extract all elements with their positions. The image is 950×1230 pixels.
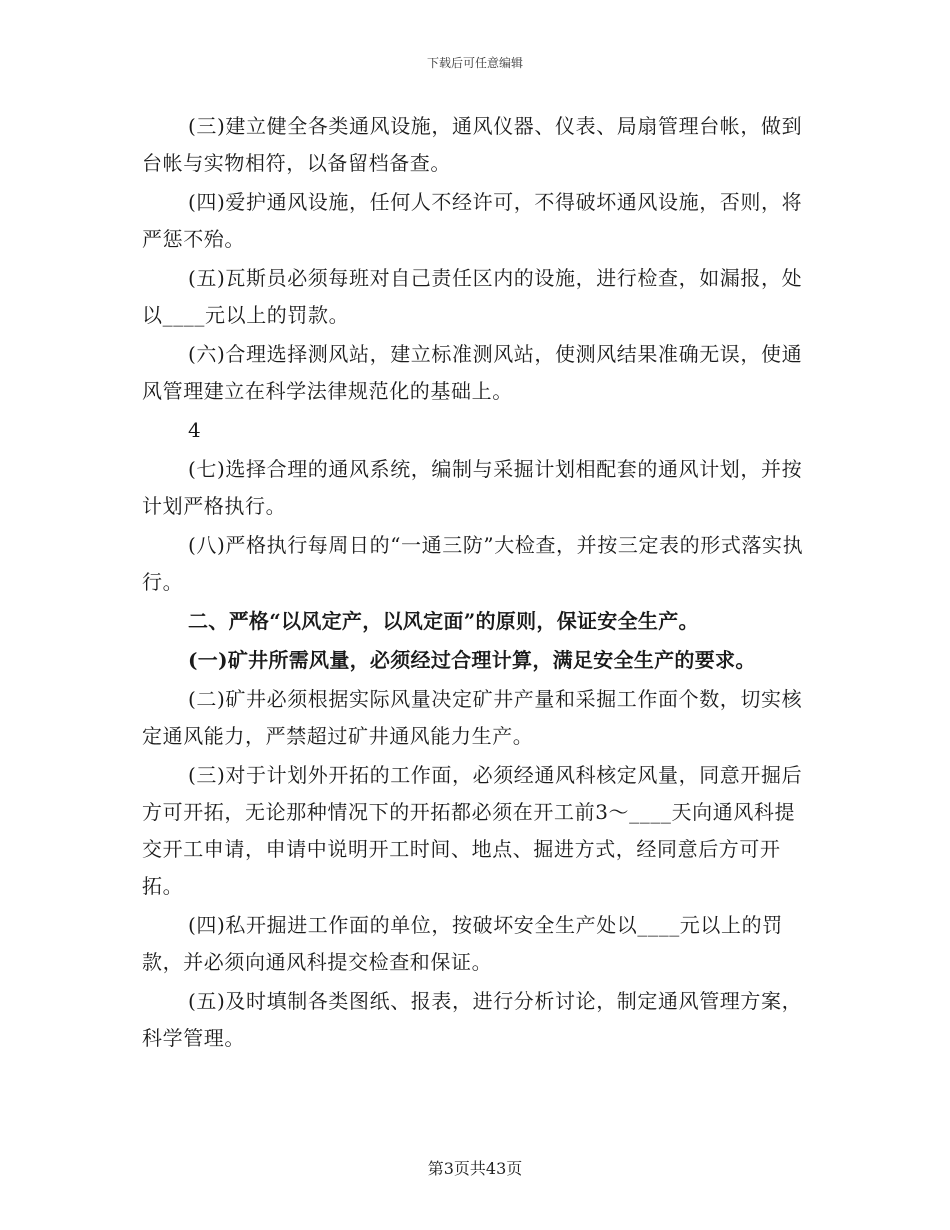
section-heading: 二、严格“以风定产，以风定面”的原则，保证安全生产。 xyxy=(188,609,699,633)
page-number-marker: 4 xyxy=(188,418,202,442)
paragraph: (八)严格执行每周日的“一通三防”大检查，并按三定表的形式落实执行。 xyxy=(142,533,804,594)
bold-paragraph: (一)矿井所需风量，必须经过合理计算，满足安全生产的要求。 xyxy=(188,648,756,672)
paragraph: (二)矿井必须根据实际风量决定矿井产量和采掘工作面个数，切实核定通风能力，严禁超过矿井通风能力生产。 xyxy=(142,687,803,748)
paragraph: (五)及时填制各类图纸、报表，进行分析讨论，制定通风管理方案，科学管理。 xyxy=(142,989,803,1050)
paragraph: (四)爱护通风设施，任何人不经许可，不得破坏通风设施，否则，将严惩不殆。 xyxy=(142,190,803,251)
paragraph: (五)瓦斯员必须每班对自己责任区内的设施，进行检查，如漏报，处以____元以上的罚款。 xyxy=(142,266,803,327)
paragraph: (三)对于计划外开拓的工作面，必须经通风科核定风量，同意开掘后方可开拓，无论那种情况下的开拓都必须在开工前3～____天向通风科提交开工申请，申请中说明开工时间、地点、掘进方式，经同意后方可开拓。 xyxy=(142,763,803,898)
page-footer: 第3页共43页 xyxy=(427,1159,523,1178)
paragraph: (四)私开掘进工作面的单位，按破坏安全生产处以____元以上的罚款，并必须向通风科提交检查和保证。 xyxy=(142,913,783,974)
paragraph: (七)选择合理的通风系统，编制与采掘计划相配套的通风计划，并按计划严格执行。 xyxy=(142,457,803,518)
page-header: 下载后可任意编辑 xyxy=(426,56,523,70)
document-body xyxy=(142,108,810,1059)
paragraph: (六)合理选择测风站，建立标准测风站，使测风结果准确无误，使通风管理建立在科学法律规范化的基础上。 xyxy=(142,342,803,403)
paragraph: (三)建立健全各类通风设施，通风仪器、仪表、局扇管理台帐，做到台帐与实物相符，以备留档备查。 xyxy=(142,114,803,175)
